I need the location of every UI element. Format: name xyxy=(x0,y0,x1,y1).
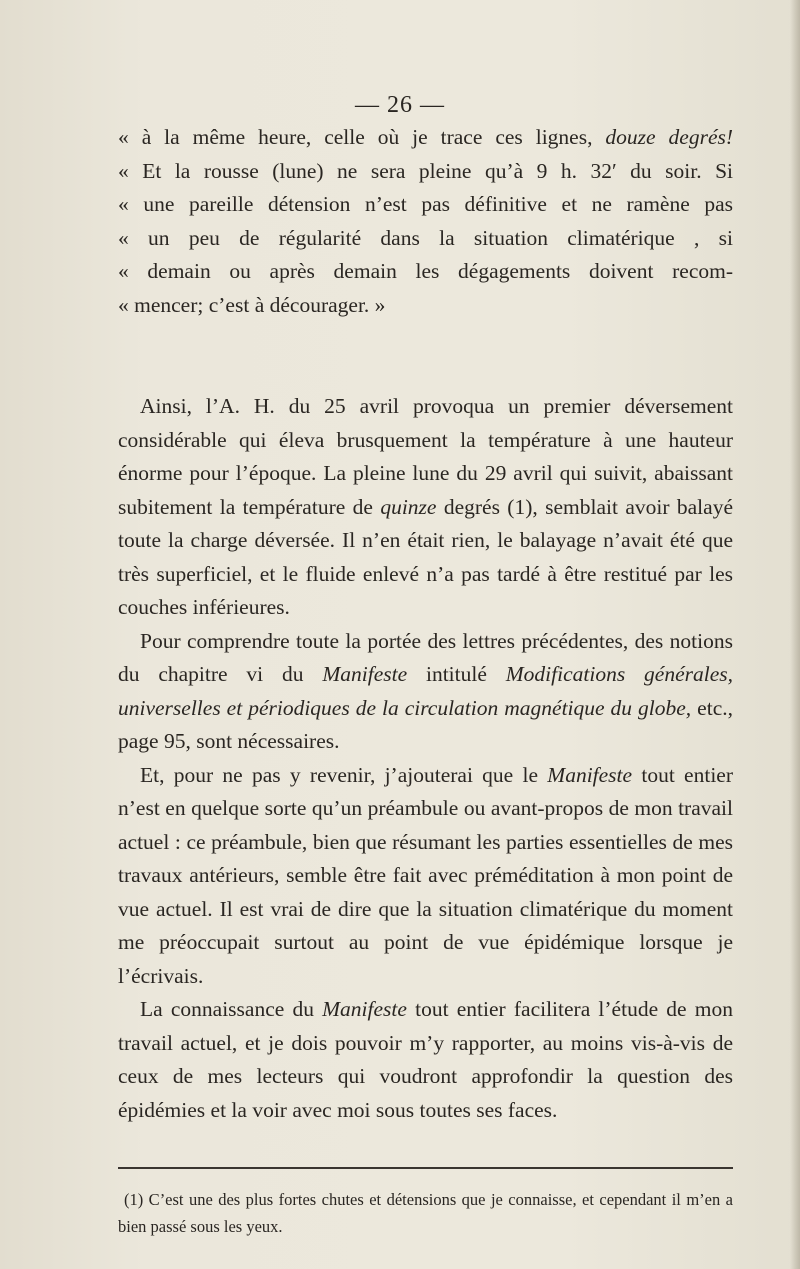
quote-line: « mencer; c’est à décourager. » xyxy=(118,292,386,317)
quote-line: « une pareille détension n’est pas définitive et ne ramène pas xyxy=(118,192,733,216)
footnote-rule xyxy=(118,1167,733,1169)
quote-line: « à la même heure, celle où je trace ces lignes, douze degrés! xyxy=(118,125,734,149)
quote-line: « un peu de régularité dans la situation climatérique , si xyxy=(118,225,733,250)
page-number: — 26 — xyxy=(355,92,445,118)
paragraph: La connaissance du Manifeste tout entier facilitera l’étude de mon travail actuel, et je dois pouvoir m’y rapporter, au moins vis-à-vis de ceux de mes lecteurs qui voudront approfondir la question des épidémies et la voir avec moi sous toutes ses faces. xyxy=(118,997,733,1122)
paragraph: Ainsi, l’A. H. du 25 avril provoqua un premier déversement considérable qui éleva brusquement la température à une hauteur énorme pour l’époque. La pleine lune du 29 avril qui suivit, abaissant subitement la température de quinze degrés (1), semblait avoir balayé toute la charge déversée. Il n’en était rien, le balayage n’avait été que très superficiel, et le fluide enlevé n’a pas tardé à être restitué par les couches inférieures. xyxy=(118,394,733,619)
quote-line: « Et la rousse (lune) ne sera pleine qu’à 9 h. 32′ du soir. Si xyxy=(118,158,733,183)
quoted-letter xyxy=(118,121,733,322)
paragraph: Pour comprendre toute la portée des lettres précédentes, des notions du chapitre vi du Manifeste intitulé Modifications générales, universelles et périodiques de la circulation magnétique du globe, etc., page 95, sont nécessaires. xyxy=(118,628,733,753)
footnote: (1) C’est une des plus fortes chutes et détensions que je connaisse, et cependant il m’en a bien passé sous les yeux. xyxy=(118,1190,733,1236)
paragraph: Et, pour ne pas y revenir, j’ajouterai que le Manifeste tout entier n’est en quelque sorte qu’un préambule ou avant-propos de mon travail actuel : ce préambule, bien que résumant les parties essentielles de mes travaux antérieurs, semble être fait avec préméditation à mon point de vue actuel. Il est vrai de dire que la situation climatérique du moment me préoccupait surtout au point de vue épidémique lorsque je l’écrivais. xyxy=(118,762,733,988)
quote-line: « demain ou après demain les dégagements doivent recom- xyxy=(118,259,733,283)
body-text xyxy=(118,390,733,1127)
